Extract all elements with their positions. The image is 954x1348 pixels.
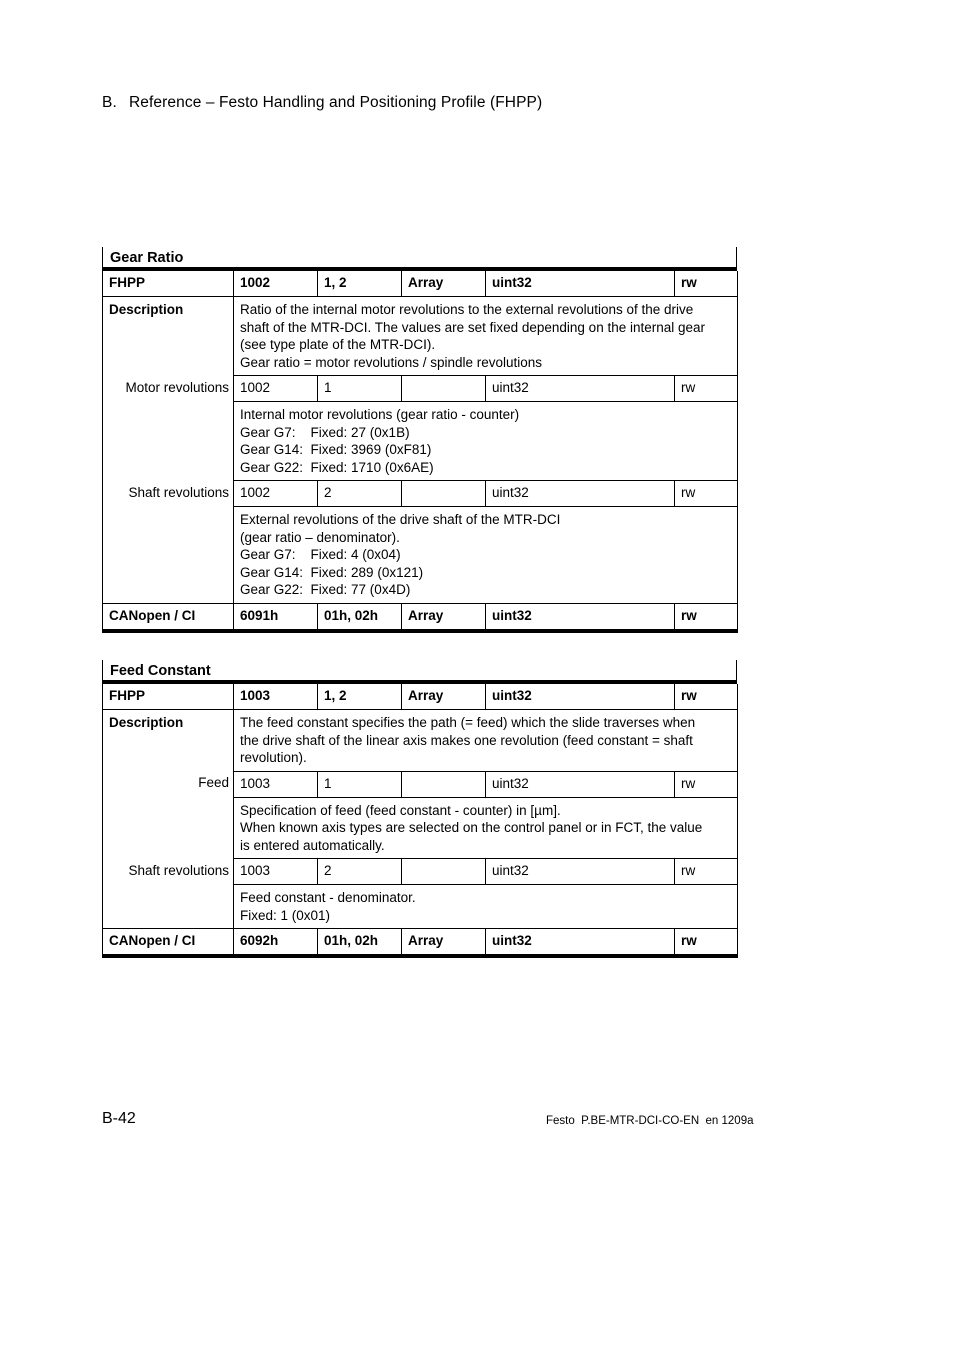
text-line: (see type plate of the MTR-DCI). [240, 337, 436, 352]
gear-ratio-section [102, 247, 737, 633]
table-cell [402, 859, 486, 885]
table-cell: 1, 2 [318, 684, 402, 710]
text-line: (gear ratio – denominator). [240, 529, 400, 545]
description-text [234, 710, 738, 772]
text-line: shaft of the MTR-DCI. The values are set fixed depending on the internal gear [240, 319, 706, 335]
table-cell: uint32 [486, 376, 675, 402]
spacer-cell [103, 797, 234, 859]
description-label: Description [103, 297, 234, 376]
table-cell: FHPP [103, 684, 234, 710]
table-cell: 1003 [234, 771, 318, 797]
feed-text-row [103, 797, 738, 859]
text-line: Gear ratio = motor revolutions / spindle revolutions [240, 354, 543, 370]
shaft-revolutions-text-row [103, 507, 738, 604]
table-cell: uint32 [486, 271, 675, 297]
text-line: Ratio of the internal motor revolutions to the external revolutions of the drive [240, 302, 694, 317]
table-cell: 2 [318, 859, 402, 885]
table-cell: uint32 [486, 929, 675, 957]
table-cell: rw [675, 929, 738, 957]
shaft-revolutions-text [234, 885, 738, 929]
table-cell [402, 376, 486, 402]
text-line: Internal motor revolutions (gear ratio - counter) [240, 407, 520, 422]
table-cell: uint32 [486, 771, 675, 797]
motor-revolutions-text [234, 402, 738, 481]
motor-revolutions-row [103, 376, 738, 402]
shaft-revolutions-row [103, 481, 738, 507]
text-line: Gear G7: Fixed: 4 (0x04) [240, 547, 401, 562]
table-cell: 1002 [234, 271, 318, 297]
subindex-label: Shaft revolutions [103, 859, 234, 885]
description-text [234, 297, 738, 376]
table-cell: CANopen / CI [103, 603, 234, 631]
text-line: revolution). [240, 750, 307, 765]
spacer-cell [103, 507, 234, 604]
page-number: B-42 [102, 1110, 136, 1127]
shaft-revolutions-row [103, 859, 738, 885]
text-line: Gear G14: Fixed: 3969 (0xF81) [240, 442, 432, 457]
table-cell: 1 [318, 771, 402, 797]
fhpp-row [103, 684, 738, 710]
table-cell: 01h, 02h [318, 603, 402, 631]
feed-text [234, 797, 738, 859]
text-line: The feed constant specifies the path (= feed) which the slide traverses when [240, 715, 696, 730]
text-line: is entered automatically. [240, 837, 385, 853]
table-cell: rw [675, 271, 738, 297]
shaft-revolutions-text [234, 507, 738, 604]
description-row [103, 297, 738, 376]
table-cell: uint32 [486, 859, 675, 885]
subindex-label: Feed [103, 771, 234, 797]
shaft-revolutions-text-row [103, 885, 738, 929]
subindex-label: Motor revolutions [103, 376, 234, 402]
table-cell: 1003 [234, 859, 318, 885]
page-header [102, 94, 542, 112]
table-cell: rw [675, 376, 738, 402]
chapter-title: Reference – Festo Handling and Positioning Profile (FHPP) [129, 94, 543, 111]
text-line: Fixed: 1 (0x01) [240, 907, 331, 923]
subindex-label: Shaft revolutions [103, 481, 234, 507]
text-line: Gear G7: Fixed: 27 (0x1B) [240, 424, 410, 440]
text-line: Gear G22: Fixed: 1710 (0x6AE) [240, 459, 434, 475]
table-cell: rw [675, 771, 738, 797]
table-cell: 2 [318, 481, 402, 507]
canopen-row [103, 929, 738, 957]
text-line: External revolutions of the drive shaft of the MTR-DCI [240, 512, 561, 527]
text-line: Specification of feed (feed constant - counter) in [µm]. [240, 802, 561, 818]
description-row [103, 710, 738, 772]
text-line: Gear G22: Fixed: 77 (0x4D) [240, 582, 411, 597]
spacer-cell [103, 885, 234, 929]
table-cell: rw [675, 481, 738, 507]
document-id: Festo P.BE-MTR-DCI-CO-EN en 1209a [546, 1115, 754, 1127]
feed-row [103, 771, 738, 797]
chapter-number: B. [102, 94, 117, 111]
text-line: When known axis types are selected on the control panel or in FCT, the value [240, 820, 703, 835]
table-cell: Array [402, 271, 486, 297]
table-cell: 6092h [234, 929, 318, 957]
text-line: Feed constant - denominator. [240, 890, 416, 905]
canopen-row [103, 603, 738, 631]
motor-revolutions-text-row [103, 402, 738, 481]
table-cell: 01h, 02h [318, 929, 402, 957]
table-cell: 1002 [234, 376, 318, 402]
table-cell: 1 [318, 376, 402, 402]
feed-constant-section [102, 660, 737, 958]
table-cell [402, 481, 486, 507]
table-cell: rw [675, 684, 738, 710]
section-title: Feed Constant [102, 660, 737, 684]
table-cell: Array [402, 929, 486, 957]
table-cell [402, 771, 486, 797]
text-line: Gear G14: Fixed: 289 (0x121) [240, 564, 424, 580]
spacer-cell [103, 402, 234, 481]
fhpp-row [103, 271, 738, 297]
feed-constant-table [102, 684, 738, 958]
table-cell: Array [402, 684, 486, 710]
description-label: Description [103, 710, 234, 772]
table-cell: rw [675, 859, 738, 885]
table-cell: uint32 [486, 603, 675, 631]
table-cell: 1, 2 [318, 271, 402, 297]
table-cell: FHPP [103, 271, 234, 297]
table-cell: Array [402, 603, 486, 631]
text-line: the drive shaft of the linear axis makes one revolution (feed constant = shaft [240, 732, 693, 748]
table-cell: uint32 [486, 684, 675, 710]
table-cell: rw [675, 603, 738, 631]
gear-ratio-table [102, 271, 738, 633]
table-cell: 1003 [234, 684, 318, 710]
table-cell: CANopen / CI [103, 929, 234, 957]
table-cell: 6091h [234, 603, 318, 631]
section-title: Gear Ratio [102, 247, 737, 271]
table-cell: 1002 [234, 481, 318, 507]
table-cell: uint32 [486, 481, 675, 507]
